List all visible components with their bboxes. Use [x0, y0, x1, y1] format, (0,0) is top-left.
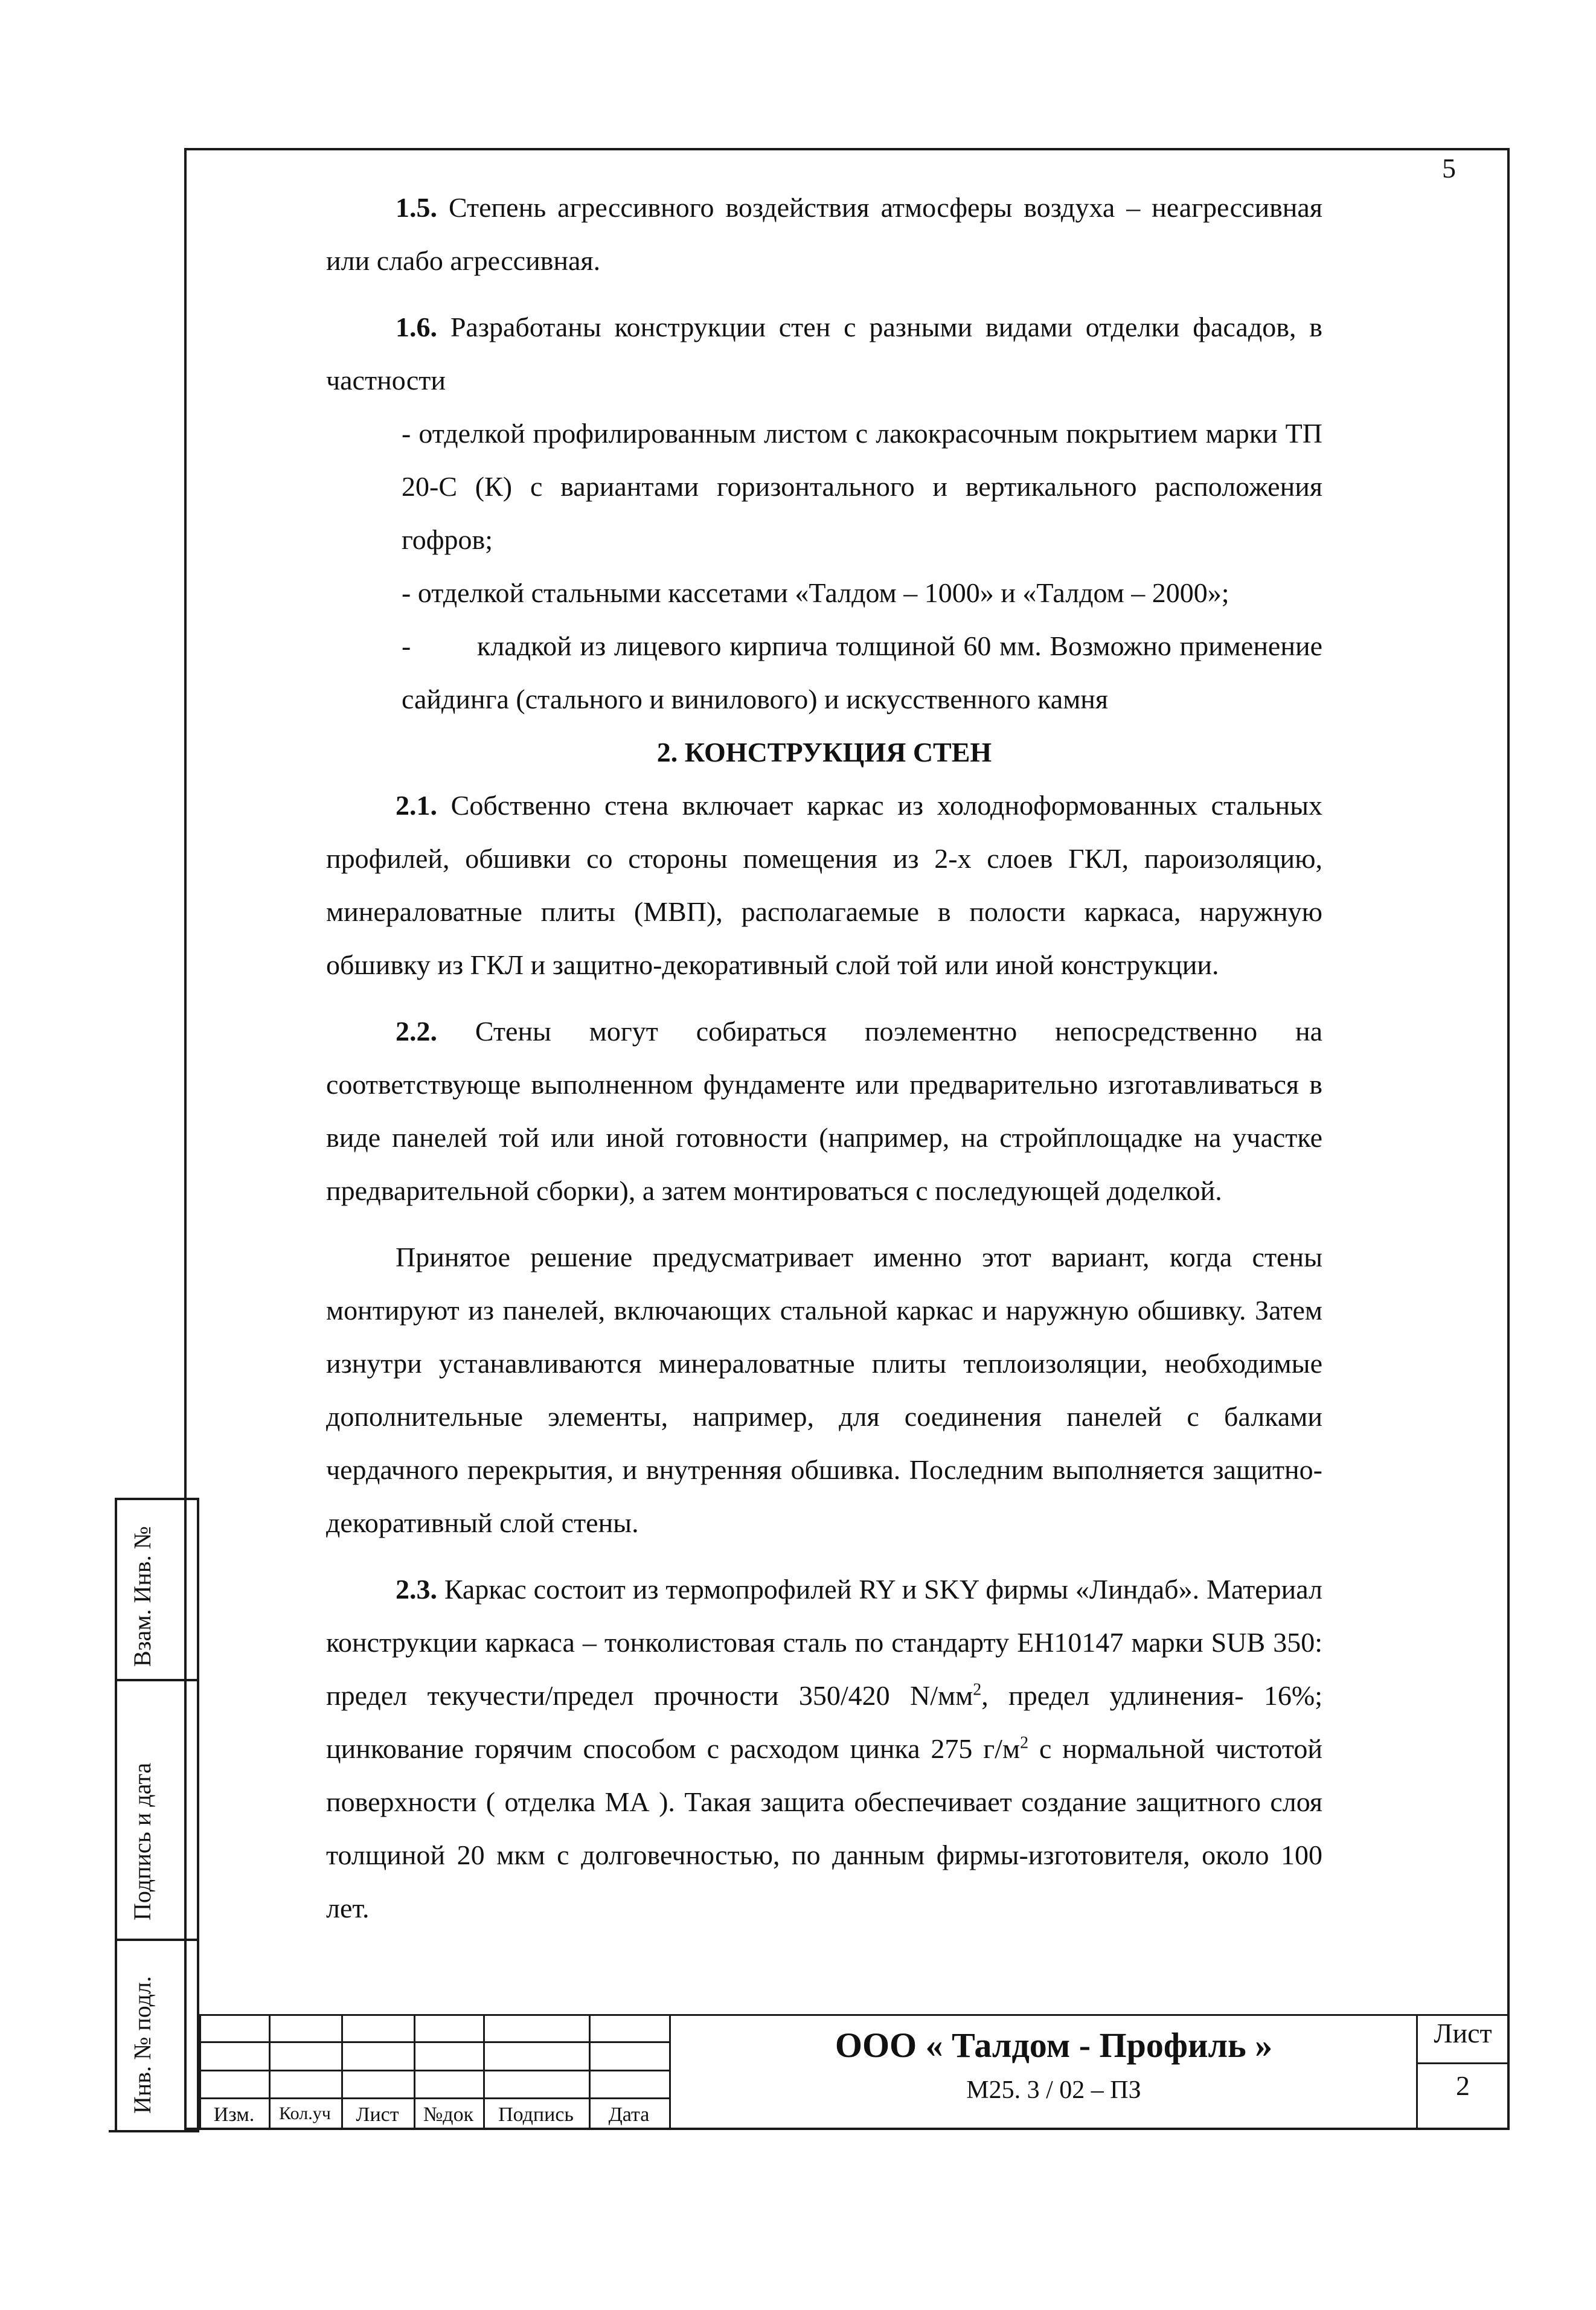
tb-col-list: Лист — [356, 2103, 399, 2126]
sheet-label: Лист — [1434, 2018, 1492, 2049]
page-number: 5 — [1442, 153, 1456, 184]
superscript: 2 — [1020, 1733, 1029, 1753]
stamp-bottom-line — [109, 2130, 199, 2132]
sheet-number: 2 — [1456, 2070, 1470, 2101]
paragraph-1-6 — [326, 301, 1322, 407]
document-code: М25. 3 / 02 – ПЗ — [966, 2076, 1141, 2104]
paragraph-2-1 — [326, 779, 1322, 992]
list-dash: - — [402, 630, 411, 661]
paragraph-accepted-solution: Принятое решение предусматривает именно этот вариант, когда стены монтируют из панелей, включающих стальной каркас и наружную обшивку. Затем изнутри устанавливаются минераловатные плиты теплоизоляции, необходимые дополнительные элементы, например, для соединения панелей с балками чердачного перекрытия, и внутренняя обшивка. Последним выполняется защитно-декоративный слой стены. — [326, 1242, 1322, 1538]
paragraph-text: Собственно стена включает каркас из холодноформованных стальных профилей, обшивки со стороны помещения из 2-х слоев ГКЛ, пароизоляцию, минераловатные плиты (МВП), располагаемые в полости каркаса, наружную обшивку из ГКЛ и защитно-декоративный слой той или иной конструкции. — [326, 790, 1322, 980]
tb-col-doc: №док — [423, 2103, 474, 2126]
superscript: 2 — [973, 1680, 982, 1699]
paragraph-1-5 — [326, 181, 1322, 287]
clause-number: 1.6. — [396, 312, 437, 342]
tb-sheet-line — [1416, 2062, 1510, 2064]
company-name: ООО « Талдом - Профиль » — [835, 2026, 1273, 2065]
stamp-label-orig: Инв. № подл. — [129, 1976, 156, 2114]
list-item-text: кладкой из лицевого кирпича толщиной 60 мм. Возможно применение сайдинга (стального и винилового) и искусственного камня — [402, 630, 1322, 714]
stamp-cell-inv — [115, 1498, 199, 1679]
paragraph-2-3 — [326, 1563, 1322, 1935]
paragraph-text: Степень агрессивного воздействия атмосферы воздуха – неагрессивная или слабо агрессивная. — [326, 192, 1322, 276]
tb-col-kol: Кол.уч — [279, 2103, 331, 2123]
stamp-cell-sign — [115, 1679, 199, 1939]
tb-col-izm: Изм. — [213, 2103, 255, 2126]
paragraph-text: Стены могут собираться поэлементно непосредственно на соответствующе выполненном фундаменте или предварительно изготавливаться в виде панелей той или иной готовности (например, на стройплощадке на участке предварительной сборки), а затем монтироваться с последующей доделкой. — [326, 1016, 1322, 1206]
tb-col-line — [669, 2014, 671, 2130]
paragraph-text: с нормальной чистотой поверхности ( отделка МА ). Такая защита обеспечивает создание защитного слоя толщиной 20 мкм с долговечностью, по данным фирмы-изготовителя, около 100 лет. — [326, 1733, 1322, 1923]
tb-col-sign: Подпись — [498, 2103, 574, 2126]
list-item-profiled-sheet: - отделкой профилированным листом с лакокрасочным покрытием марки ТП 20-С (К) с вариантами горизонтального и вертикального расположения гофров; — [402, 418, 1322, 555]
stamp-cell-orig — [115, 1939, 199, 2130]
list-item-brick — [326, 620, 1322, 726]
paragraph-text: Каркас состоит из термопрофилей RY и SKY фирмы «Линдаб». Материал конструкции каркаса – тонколистовая сталь по стандарту ЕН10147 марки SUB 350: предел текучести/предел прочности 350/420 N/мм — [326, 1574, 1322, 1711]
paragraph-text: Разработаны конструкции стен с разными видами отделки фасадов, в частности — [326, 312, 1322, 396]
title-block — [199, 2014, 1510, 2130]
paragraph-text: , предел удлинения- 16%; цинкование горячим способом с расходом цинка 275 г/м — [326, 1680, 1322, 1764]
document-body — [326, 181, 1322, 1935]
clause-number: 2.3. — [396, 1574, 437, 1605]
stamp-label-inv: Взам. Инв. № — [129, 1526, 156, 1667]
tb-col-date: Дата — [608, 2103, 650, 2126]
tb-top-line — [199, 2014, 1510, 2016]
clause-number: 1.5. — [396, 192, 437, 223]
clause-number: 2.1. — [396, 790, 437, 821]
list-item-steel-cassettes: - отделкой стальными кассетами «Талдом – 1000» и «Талдом – 2000»; — [402, 577, 1229, 608]
section-heading: 2. КОНСТРУКЦИЯ СТЕН — [656, 737, 992, 768]
paragraph-2-2 — [326, 1005, 1322, 1218]
stamp-label-sign-date: Подпись и дата — [129, 1762, 156, 1920]
clause-number: 2.2. — [396, 1016, 437, 1047]
